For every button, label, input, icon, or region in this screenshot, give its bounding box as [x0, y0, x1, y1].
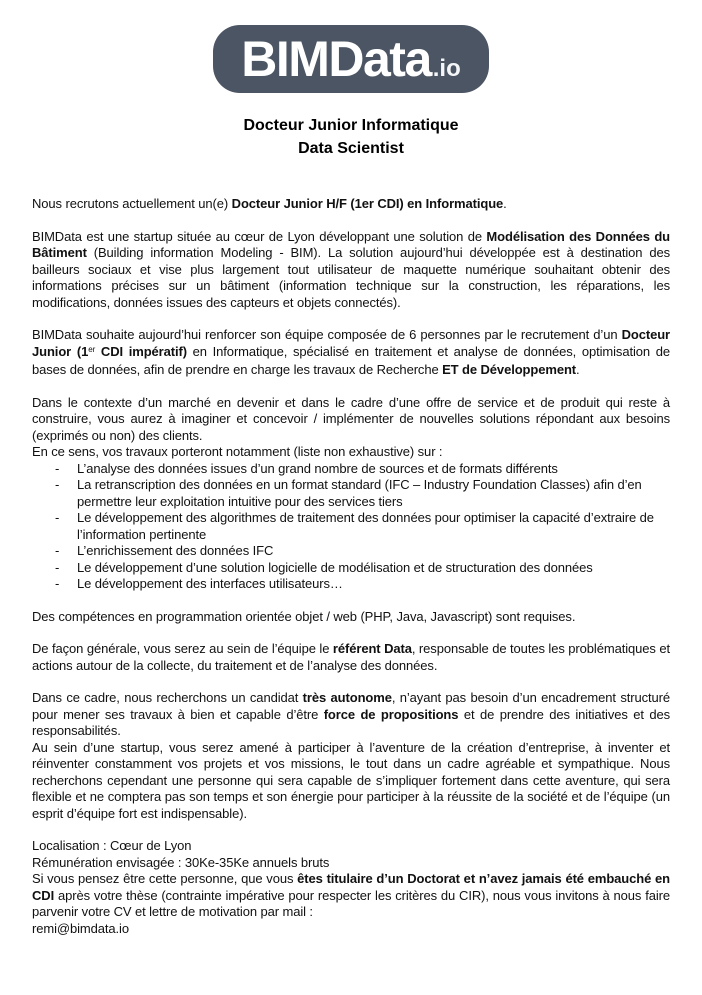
paragraph-spacer: [32, 379, 670, 395]
text-run: (Building information Modeling - BIM). La solution aujourd’hui développée est à destination des bailleurs sociaux et vise plus largement tout utilisateur de maquette numérique souhaitant obtenir des informations précises sur un bâtiment (information technique sur la construction, les réparations, les modifications, données issues des capteurs et objets connectés).: [32, 245, 670, 310]
job-description-body: [0, 196, 702, 937]
list-item: [32, 510, 670, 543]
list-dash: -: [55, 576, 60, 591]
list-item-text: [77, 477, 670, 510]
text-run: L’enrichissement des données IFC: [77, 543, 274, 558]
paragraph-14: [32, 690, 670, 740]
text-run: BIMData est une startup située au cœur de Lyon développant une solution de: [32, 228, 487, 244]
text-run: Rémunération envisagée : 30Ke-35Ke annuels bruts: [32, 854, 330, 870]
paragraph-7: [32, 444, 670, 461]
text-run: en Informatique, spécialisé en traitement et analyse de données, optimisation de bases de données, afin de prendre en charge les travaux de Recherche: [32, 343, 671, 377]
list-dash: -: [55, 510, 60, 525]
text-run: après votre thèse (contrainte impérative pour respecter les critères du CIR), nous vous invitons à nous faire parvenir votre CV et lettre de motivation par mail :: [32, 887, 670, 919]
paragraph-spacer: [32, 311, 670, 327]
text-run: êtes titulaire d’un Doctorat et n’avez jamais été embauché en CDI: [32, 871, 670, 903]
text-run: force de propositions: [323, 706, 459, 722]
paragraph-15: [32, 740, 670, 823]
list-dash: -: [55, 460, 60, 476]
paragraph-6: [32, 395, 670, 445]
text-run: et de prendre des initiatives et des responsabilités.: [32, 706, 670, 738]
paragraph-4: [32, 327, 670, 379]
logo-wordmark: BIMData: [241, 31, 431, 87]
list-dash: -: [55, 559, 60, 575]
text-run: Des compétences en programmation orientée objet / web (PHP, Java, Javascript) sont requises.: [32, 608, 576, 624]
text-run: Si vous pensez être cette personne, que vous: [32, 871, 298, 886]
paragraph-spacer: [32, 593, 670, 609]
list-item: [32, 461, 670, 478]
text-run: Dans ce cadre, nous recherchons un candidat: [32, 690, 303, 705]
paragraph-17: [32, 838, 670, 855]
bimdata-logo: [213, 25, 489, 93]
task-list: [32, 461, 670, 593]
paragraph-2: [32, 229, 670, 312]
text-run: De façon générale, vous serez au sein de l’équipe le: [32, 641, 333, 656]
list-item-text: [77, 543, 670, 560]
list-item: [32, 560, 670, 577]
paragraph-18: [32, 855, 670, 872]
text-run: remi@bimdata.io: [32, 920, 129, 936]
text-run: Au sein d’une startup, vous serez amené à participer à l’aventure de la création d’entreprise, à inventer et réinventer constamment vos projets et vos missions, le tout dans un cadre agréable et sympathique. Nous recherchons cependant une personne qui sera capable de s’impliquer fortement dans cette aventure, qui sera flexible et ne comptera pas son temps et son énergie pour participer à la réussite de la société et de l’équipe (un esprit d’équipe fort est indispensable).: [32, 739, 670, 821]
list-item-text: [77, 510, 670, 543]
paragraph-spacer: [32, 822, 670, 838]
text-run: BIMData souhaite aujourd’hui renforcer son équipe composée de 6 personnes par le recrutement d’un: [32, 327, 622, 342]
paragraph-0: [32, 196, 670, 213]
job-title-line1: Docteur Junior Informatique: [243, 117, 459, 134]
list-item-text: [77, 576, 670, 593]
text-run: référent Data: [332, 641, 412, 656]
text-run: CDI impératif): [95, 343, 187, 359]
text-run: Le développement des algorithmes de traitement des données pour optimiser la capacité d’extraire de l’information pertinente: [77, 510, 654, 542]
text-run: Dans le contexte d’un marché en devenir et dans le cadre d’une offre de service et de produit qui reste à construire, vous aurez à imaginer et concevoir / implémenter de nouvelles solutions répondant aux besoins (exprimés ou non) des clients.: [32, 394, 670, 443]
paragraph-spacer: [32, 213, 670, 229]
text-run: .: [503, 196, 507, 211]
text-run: Docteur Junior H/F (1er CDI) en Informatique: [231, 196, 504, 211]
job-title-line2: Data Scientist: [298, 140, 404, 157]
paragraph-spacer: [32, 625, 670, 641]
text-run: Localisation : Cœur de Lyon: [32, 838, 192, 853]
text-run: , n’ayant pas besoin d’un encadrement structuré pour mener ses travaux à bien et capable d’être: [32, 690, 670, 722]
text-run: er: [88, 345, 96, 355]
list-item-text: [77, 461, 670, 478]
job-title: [0, 114, 702, 160]
list-item-text: [77, 560, 670, 577]
bimdata-logo-text-group: [241, 31, 461, 87]
list-dash: -: [55, 477, 60, 492]
logo-domain-suffix: .io: [432, 55, 461, 82]
text-run: .: [576, 362, 580, 377]
text-run: La retranscription des données en un format standard (IFC – Industry Foundation Classes) afin d’en permettre leur exploitation intuitive pour des services tiers: [77, 477, 642, 509]
text-run: Docteur Junior (1: [32, 327, 670, 359]
text-run: L’analyse des données issues d’un grand nombre de sources et de formats différents: [77, 460, 558, 476]
paragraph-20: [32, 921, 670, 938]
text-run: Modélisation des Données du Bâtiment: [32, 228, 670, 260]
text-run: En ce sens, vos travaux porteront notamment (liste non exhaustive) sur :: [32, 444, 443, 459]
text-run: ET de Développement: [442, 362, 577, 377]
text-run: , responsable de toutes les problématiques et actions autour de la collecte, du traitement et de l’analyse des données.: [32, 641, 670, 673]
text-run: très autonome: [302, 690, 392, 705]
paragraph-spacer: [32, 674, 670, 690]
text-run: Le développement d’une solution logicielle de modélisation et de structuration des données: [77, 559, 593, 575]
text-run: Le développement des interfaces utilisateurs…: [77, 576, 343, 591]
list-item: [32, 477, 670, 510]
paragraph-19: [32, 871, 670, 921]
list-item: [32, 576, 670, 593]
list-dash: -: [55, 543, 60, 558]
paragraph-12: [32, 641, 670, 674]
list-item: [32, 543, 670, 560]
paragraph-10: [32, 609, 670, 626]
text-run: Nous recrutons actuellement un(e): [32, 196, 232, 211]
